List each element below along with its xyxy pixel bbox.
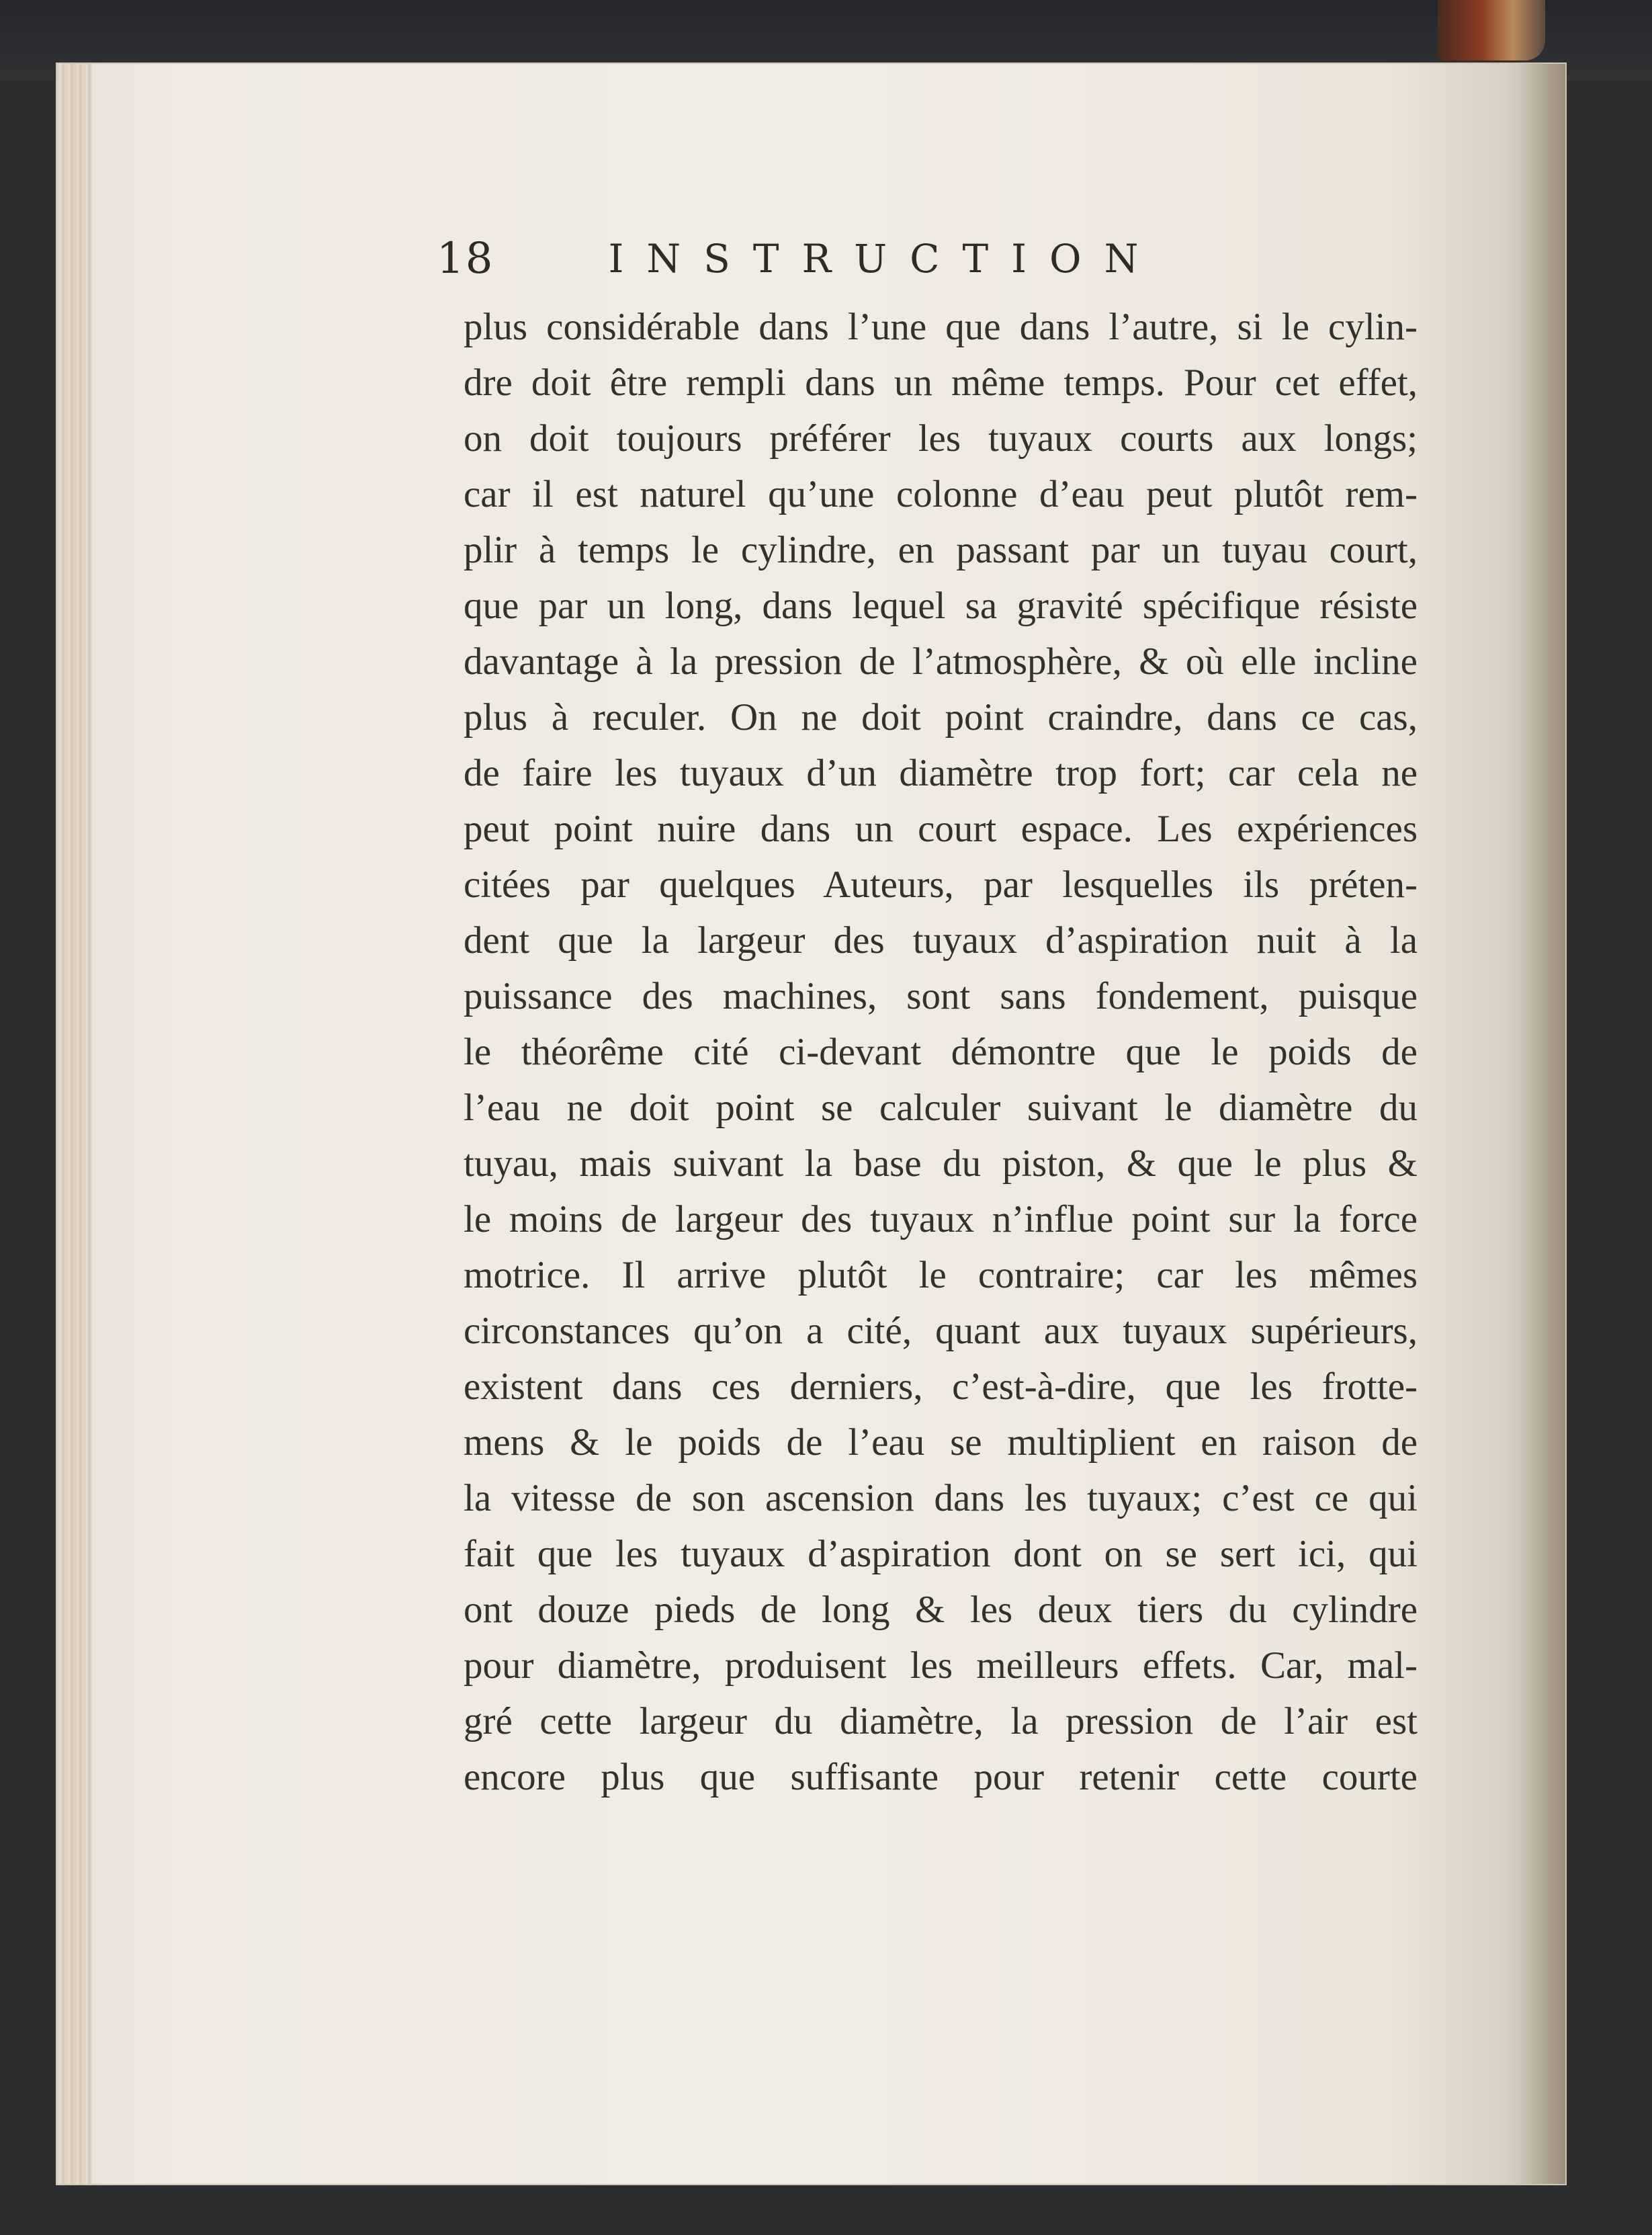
text-line: circonstances qu’on a cité, quant aux tuyaux supérieurs, bbox=[464, 1310, 1418, 1352]
text-line: plir à temps le cylindre, en passant par un tuyau court, bbox=[464, 529, 1418, 571]
text-line: plus à reculer. On ne doit point craindre, dans ce cas, bbox=[464, 696, 1418, 739]
text-line: de faire les tuyaux d’un diamètre trop fort; car cela ne bbox=[464, 752, 1418, 794]
text-line: dre doit être rempli dans un même temps. Pour cet effet, bbox=[464, 362, 1418, 404]
text-line: mens & le poids de l’eau se multiplient en raison de bbox=[464, 1421, 1418, 1464]
text-line: plus considérable dans l’une que dans l’autre, si le cylin- bbox=[464, 306, 1418, 348]
page-gutter-shadow bbox=[1518, 64, 1565, 2184]
text-line: que par un long, dans lequel sa gravité spécifique résiste bbox=[464, 585, 1418, 627]
text-line: on doit toujours préférer les tuyaux courts aux longs; bbox=[464, 417, 1418, 460]
text-line: existent dans ces derniers, c’est-à-dire, que les frotte- bbox=[464, 1365, 1418, 1408]
running-title: INSTRUCTION bbox=[608, 236, 1162, 282]
page-header bbox=[437, 228, 1161, 289]
text-line: tuyau, mais suivant la base du piston, & que le plus & bbox=[464, 1142, 1418, 1185]
text-line: ont douze pieds de long & les deux tiers du cylindre bbox=[464, 1589, 1418, 1631]
body-text bbox=[464, 299, 1418, 1805]
text-line: le théorême cité ci-devant démontre que le poids de bbox=[464, 1031, 1418, 1073]
text-line: pour diamètre, produisent les meilleurs effets. Car, mal- bbox=[464, 1644, 1418, 1687]
text-line: motrice. Il arrive plutôt le contraire; car les mêmes bbox=[464, 1254, 1418, 1296]
text-line: dent que la largeur des tuyaux d’aspiration nuit à la bbox=[464, 919, 1418, 962]
book-cover-edge bbox=[1438, 0, 1545, 60]
text-line: peut point nuire dans un court espace. Les expériences bbox=[464, 808, 1418, 850]
page-number: 18 bbox=[437, 234, 494, 284]
text-line: puissance des machines, sont sans fondement, puisque bbox=[464, 975, 1418, 1017]
text-line: le moins de largeur des tuyaux n’influe point sur la force bbox=[464, 1198, 1418, 1240]
page-stack-edge bbox=[57, 64, 92, 2184]
text-line: citées par quelques Auteurs, par lesquelles ils préten- bbox=[464, 863, 1418, 906]
text-line: fait que les tuyaux d’aspiration dont on se sert ici, qui bbox=[464, 1533, 1418, 1575]
text-line: car il est naturel qu’une colonne d’eau peut plutôt rem- bbox=[464, 473, 1418, 515]
text-line: gré cette largeur du diamètre, la pression de l’air est bbox=[464, 1700, 1418, 1742]
text-line: l’eau ne doit point se calculer suivant le diamètre du bbox=[464, 1087, 1418, 1129]
text-line: davantage à la pression de l’atmosphère, & où elle incline bbox=[464, 640, 1418, 683]
text-line: la vitesse de son ascension dans les tuyaux; c’est ce qui bbox=[464, 1477, 1418, 1519]
text-line: encore plus que suffisante pour retenir cette courte bbox=[464, 1756, 1418, 1798]
